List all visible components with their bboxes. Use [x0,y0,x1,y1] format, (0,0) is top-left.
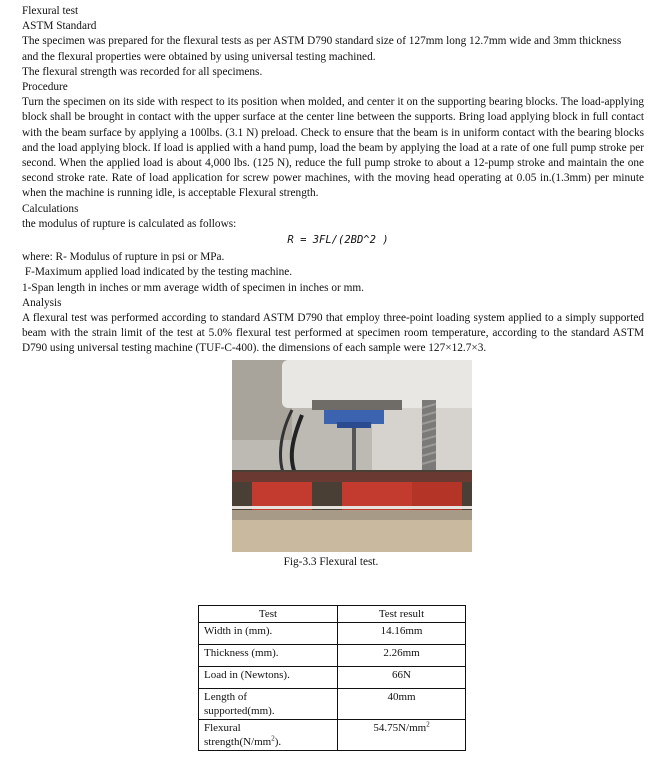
modulus-formula: R = 3FL/(2BD^2 ) [287,234,389,247]
where-line-1: where: R- Modulus of rupture in psi or MPa. [22,251,225,264]
row-label-strength-end: ). [274,736,282,748]
table-row [199,645,466,667]
row-value-strength [338,720,466,751]
table-row [199,720,466,751]
row-label-strength-b: strength(N/mm [204,736,272,748]
row-value-width: 14.16mm [338,623,466,645]
procedure-heading: Procedure [22,81,68,94]
procedure-paragraph: Turn the specimen on its side with respect to its position when molded, and center it on the supporting bearing blocks. The load-applying block shall be brought in contact with the upper surface at the center line between the supports. Bring load applying block in full contact with the beam surface by applying a 100lbs. (3.1 N) preload. Check to ensure that the beam is in uniform contact with the bearing blocks and the load applying block. If load is applied with a hand pump, load the beam by applying the load at a rate of one full pump stroke per second. When the applied load is about 4,000 lbs. (125 N), reduce the full pump stroke to about a 12-pump stroke and maintain the one second stroke rate. Rate of load application for screw power machines, with the moving head operating at 0.05 in.(1.3mm) per minute when the machine is running idle, is acceptable Flexural strength. [22,96,644,200]
analysis-heading: Analysis [22,296,62,309]
table-header-result: Test result [338,606,466,623]
row-value-load: 66N [338,667,466,689]
row-value-length: 40mm [338,689,466,720]
row-value-thickness: 2.26mm [338,645,466,667]
figure-caption: Fig-3.3 Flexural test. [283,556,379,568]
row-label-length-a: Length of [204,691,248,703]
intro-line-3: The flexural strength was recorded for all specimens. [22,65,263,78]
where-line-3: 1-Span length in inches or mm average width of specimen in inches or mm. [22,281,364,294]
where-line-2: F-Maximum applied load indicated by the testing machine. [22,266,293,279]
row-label-length-b: supported(mm). [204,705,275,717]
document-body [22,4,644,357]
row-value-strength-text: 54.75N/mm [373,722,427,734]
row-label-strength-sup: 2 [271,734,275,743]
calculations-heading: Calculations [22,202,79,215]
row-label-load: Load in (Newtons). [199,667,338,689]
table-row [199,689,466,720]
row-value-strength-sup: 2 [426,720,430,729]
heading-flexural-test: Flexural test [22,5,79,17]
heading-astm-standard: ASTM Standard [22,20,97,33]
row-label-strength [199,720,338,751]
table-header-row [199,606,466,623]
flexural-test-photo [232,360,472,552]
table-row [199,623,466,645]
calc-intro: the modulus of rupture is calculated as follows: [22,217,237,230]
row-label-width: Width in (mm). [199,623,338,645]
testing-machine-illustration [232,360,472,552]
row-label-strength-a: Flexural [204,722,241,734]
intro-line-1: The specimen was prepared for the flexural tests as per ASTM D790 standard size of 127mm long 12.7mm wide and 3mm thickness [22,35,622,48]
row-label-thickness: Thickness (mm). [199,645,338,667]
table-row [199,667,466,689]
results-table [198,605,466,751]
table-header-test: Test [199,606,338,623]
row-label-length [199,689,338,720]
intro-line-2: and the flexural properties were obtained by using universal testing machined. [22,50,376,63]
analysis-paragraph: A flexural test was performed according to standard ASTM D790 that employ three-point loading system applied to a simply supported beam with the strain limit of the test at 5.0% flexural test performed at specimen room temperature, according to the standard ASTM D790 using universal testing machine (TUF-C-400). the dimensions of each sample were 127×12.7×3. [22,312,644,355]
